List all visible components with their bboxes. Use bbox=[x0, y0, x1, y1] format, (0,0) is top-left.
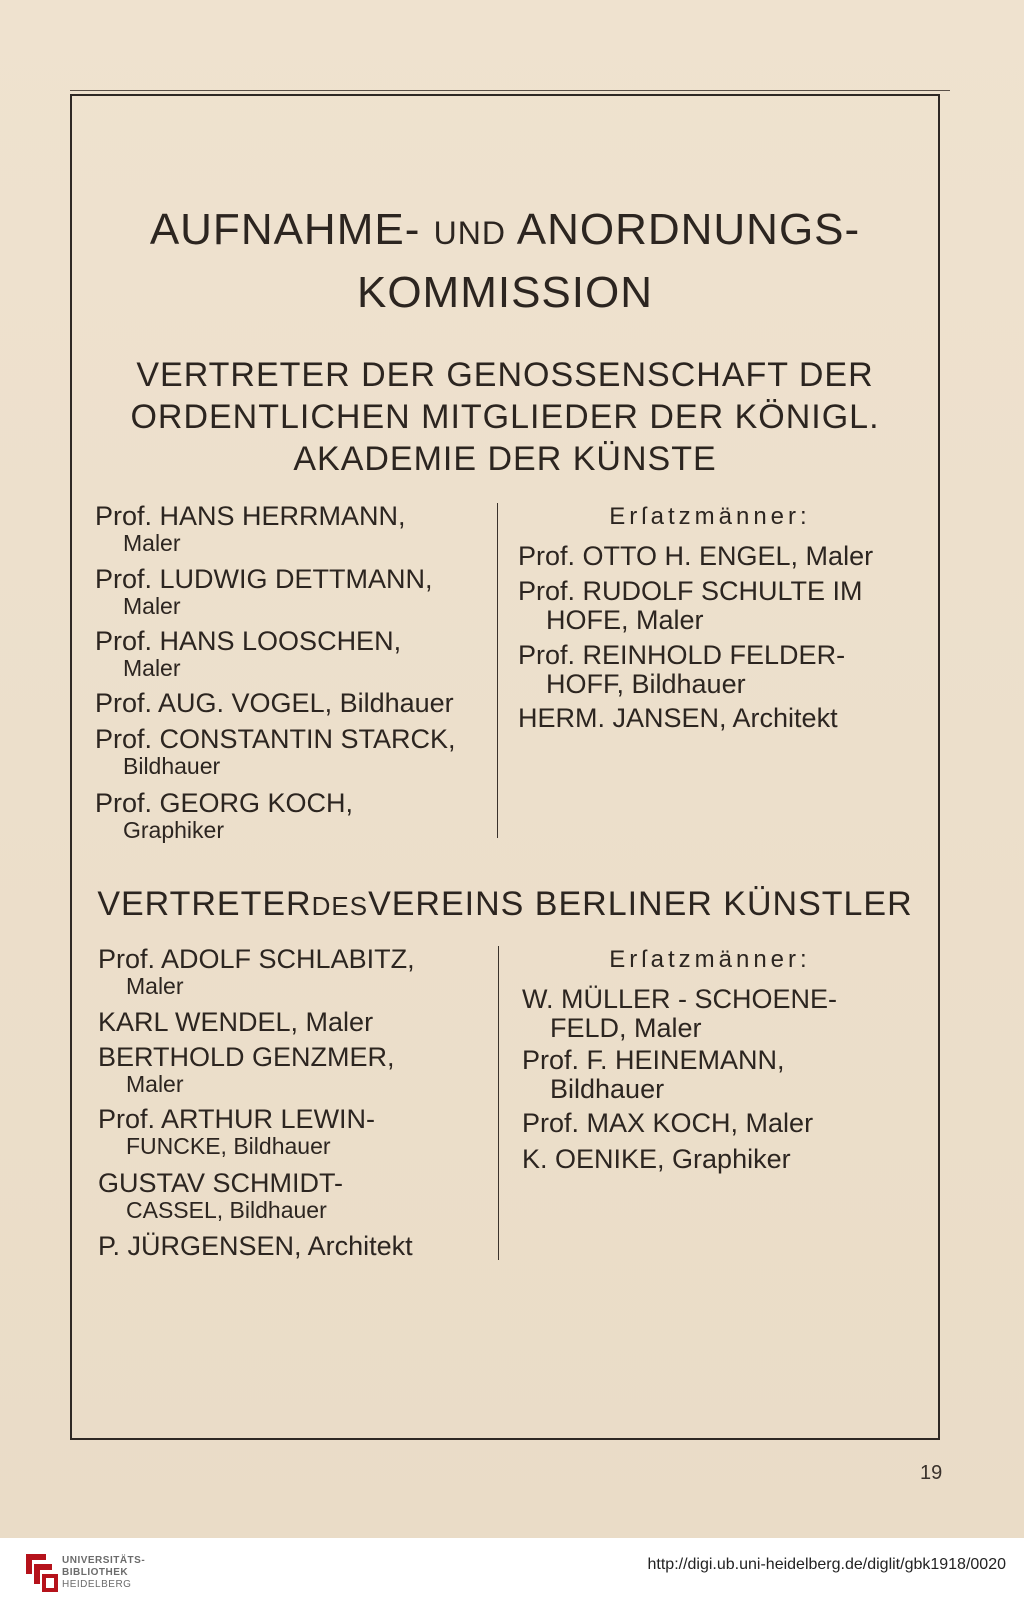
footer-bar bbox=[0, 1538, 1024, 1609]
member-name: GUSTAV SCHMIDT- bbox=[98, 1168, 344, 1198]
library-line1: UNIVERSITÄTS- bbox=[62, 1555, 146, 1566]
member-name: P. JÜRGENSEN, Architekt bbox=[98, 1231, 413, 1261]
member-name-continued: HOFE, Maler bbox=[546, 605, 704, 635]
library-line2: BIBLIOTHEK bbox=[62, 1567, 129, 1578]
title-word-und: UND bbox=[433, 215, 506, 251]
list-item bbox=[95, 726, 456, 778]
section2-heading-word1: VERTRETER bbox=[97, 885, 312, 923]
member-name: K. OENIKE, Graphiker bbox=[522, 1144, 791, 1174]
list-item bbox=[518, 642, 845, 698]
list-item bbox=[98, 1106, 375, 1158]
member-name: BERTHOLD GENZMER, bbox=[98, 1042, 395, 1072]
section1-heading-line3: AKADEMIE DER KÜNSTE bbox=[293, 440, 717, 478]
list-item bbox=[98, 1170, 343, 1222]
member-name-continued: Bildhauer bbox=[550, 1074, 665, 1104]
list-item bbox=[522, 986, 837, 1042]
member-name: Prof. CONSTANTIN STARCK, bbox=[95, 724, 456, 754]
title-word-anordnungs: ANORDNUNGS- bbox=[516, 205, 861, 254]
member-name: Prof. AUG. VOGEL, Bildhauer bbox=[95, 688, 454, 718]
list-item bbox=[95, 790, 353, 842]
column-divider bbox=[497, 503, 498, 838]
member-name: Prof. ARTHUR LEWIN- bbox=[98, 1104, 376, 1134]
member-name: Prof. LUDWIG DETTMANN, bbox=[95, 564, 433, 594]
list-item bbox=[98, 1044, 395, 1096]
member-name: Prof. OTTO H. ENGEL, Maler bbox=[518, 541, 874, 571]
member-name: W. MÜLLER - SCHOENE- bbox=[522, 984, 838, 1014]
member-name: Prof. RUDOLF SCHULTE IM bbox=[518, 576, 863, 606]
member-role: Bildhauer bbox=[123, 753, 221, 779]
list-item bbox=[95, 690, 454, 717]
member-name: HERM. JANSEN, Architekt bbox=[518, 703, 838, 733]
list-item bbox=[522, 1110, 813, 1137]
member-name: Prof. ADOLF SCHLABITZ, bbox=[98, 944, 415, 974]
column-divider bbox=[498, 946, 499, 1260]
page-title-line1 bbox=[70, 205, 940, 255]
page-number: 19 bbox=[920, 1462, 943, 1484]
list-item bbox=[98, 946, 415, 998]
member-role: Maler bbox=[126, 1071, 184, 1097]
library-line3: HEIDELBERG bbox=[62, 1579, 132, 1590]
library-logo-icon bbox=[22, 1550, 62, 1596]
member-name: KARL WENDEL, Maler bbox=[98, 1007, 374, 1037]
section2-heading bbox=[70, 885, 940, 924]
ersatz-label: Erſatzmänner: bbox=[609, 503, 811, 530]
member-name: Prof. REINHOLD FELDER- bbox=[518, 640, 846, 670]
member-role: Maler bbox=[123, 530, 181, 556]
section2-heading-word2: DES bbox=[311, 891, 369, 921]
member-name-continued: HOFF, Bildhauer bbox=[546, 669, 746, 699]
title-word-aufnahme: AUFNAHME- bbox=[149, 205, 421, 254]
library-name bbox=[62, 1555, 145, 1591]
member-name: Prof. MAX KOCH, Maler bbox=[522, 1108, 814, 1138]
member-name: Prof. HANS HERRMANN, bbox=[95, 501, 406, 531]
list-item bbox=[518, 543, 873, 570]
member-role: Maler bbox=[123, 655, 181, 681]
member-role: CASSEL, Bildhauer bbox=[126, 1197, 327, 1223]
member-role: Maler bbox=[123, 593, 181, 619]
member-role: Graphiker bbox=[123, 817, 224, 843]
list-item bbox=[98, 1233, 413, 1260]
list-item bbox=[522, 1047, 785, 1103]
list-item bbox=[522, 1146, 791, 1173]
list-item bbox=[95, 628, 401, 680]
section1-heading-line1: VERTRETER DER GENOSSENSCHAFT DER bbox=[136, 356, 874, 394]
member-role: FUNCKE, Bildhauer bbox=[126, 1133, 331, 1159]
section1-heading-line2: ORDENTLICHEN MITGLIEDER DER KÖNIGL. bbox=[130, 398, 880, 436]
ersatz-label: Erſatzmänner: bbox=[609, 946, 811, 973]
page-title-line2: KOMMISSION bbox=[356, 268, 654, 317]
section2-heading-word3: VEREINS BERLINER KÜNSTLER bbox=[368, 885, 913, 923]
list-item bbox=[95, 566, 433, 618]
list-item bbox=[518, 705, 838, 732]
member-role: Maler bbox=[126, 973, 184, 999]
list-item bbox=[518, 578, 863, 634]
member-name-continued: FELD, Maler bbox=[550, 1013, 702, 1043]
list-item bbox=[98, 1009, 373, 1036]
member-name: Prof. F. HEINEMANN, bbox=[522, 1045, 785, 1075]
source-url-link[interactable]: http://digi.ub.uni-heidelberg.de/diglit/gbk1918/0020 bbox=[647, 1556, 1006, 1573]
member-name: Prof. GEORG KOCH, bbox=[95, 788, 354, 818]
member-name: Prof. HANS LOOSCHEN, bbox=[95, 626, 402, 656]
list-item bbox=[95, 503, 406, 555]
